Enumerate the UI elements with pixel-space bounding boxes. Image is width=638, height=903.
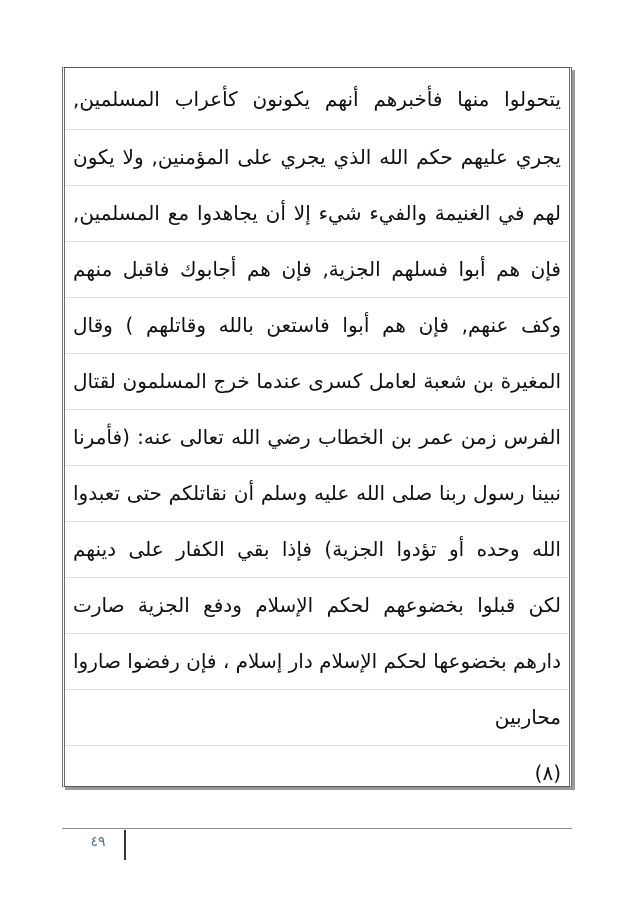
text-line: يجري عليهم حكم الله الذي يجري على المؤمنين, ولا يكون [65, 130, 569, 186]
text-line: نبينا رسول ربنا صلى الله عليه وسلم أن نقاتلكم حتى تعبدوا [65, 466, 569, 522]
text-line: لهم في الغنيمة والفيء شيء إلا أن يجاهدوا مع المسلمين, [65, 186, 569, 242]
text-line: المغيرة بن شعبة لعامل كسرى عندما خرج المسلمون لقتال [65, 354, 569, 410]
text-frame [62, 67, 572, 787]
footnote-marker: (٨) [534, 761, 561, 785]
page-number-divider [124, 830, 126, 860]
text-line: لكن قبلوا بخضوعهم لحكم الإسلام ودفع الجزية صارت [65, 578, 569, 634]
text-line: وكف عنهم, فإن هم أبوا فاستعن بالله وقاتلهم ) وقال [65, 298, 569, 354]
text-line: فإن هم أبوا فسلهم الجزية, فإن هم أجابوك فاقبل منهم [65, 242, 569, 298]
text-line: محاربين [65, 690, 569, 746]
text-line: الفرس زمن عمر بن الخطاب رضي الله تعالى عنه: (فأمرنا [65, 410, 569, 466]
footer-rule [62, 828, 572, 829]
text-line: دارهم بخضوعها لحكم الإسلام دار إسلام ، فإن رفضوا صاروا [65, 634, 569, 690]
text-line: يتحولوا منها فأخبرهم أنهم يكونون كأعراب المسلمين, [65, 68, 569, 130]
text-line: الله وحده أو تؤدوا الجزية) فإذا بقي الكفار على دينهم [65, 522, 569, 578]
text-lines [65, 68, 569, 802]
page-number: ٤٩ [90, 834, 106, 850]
